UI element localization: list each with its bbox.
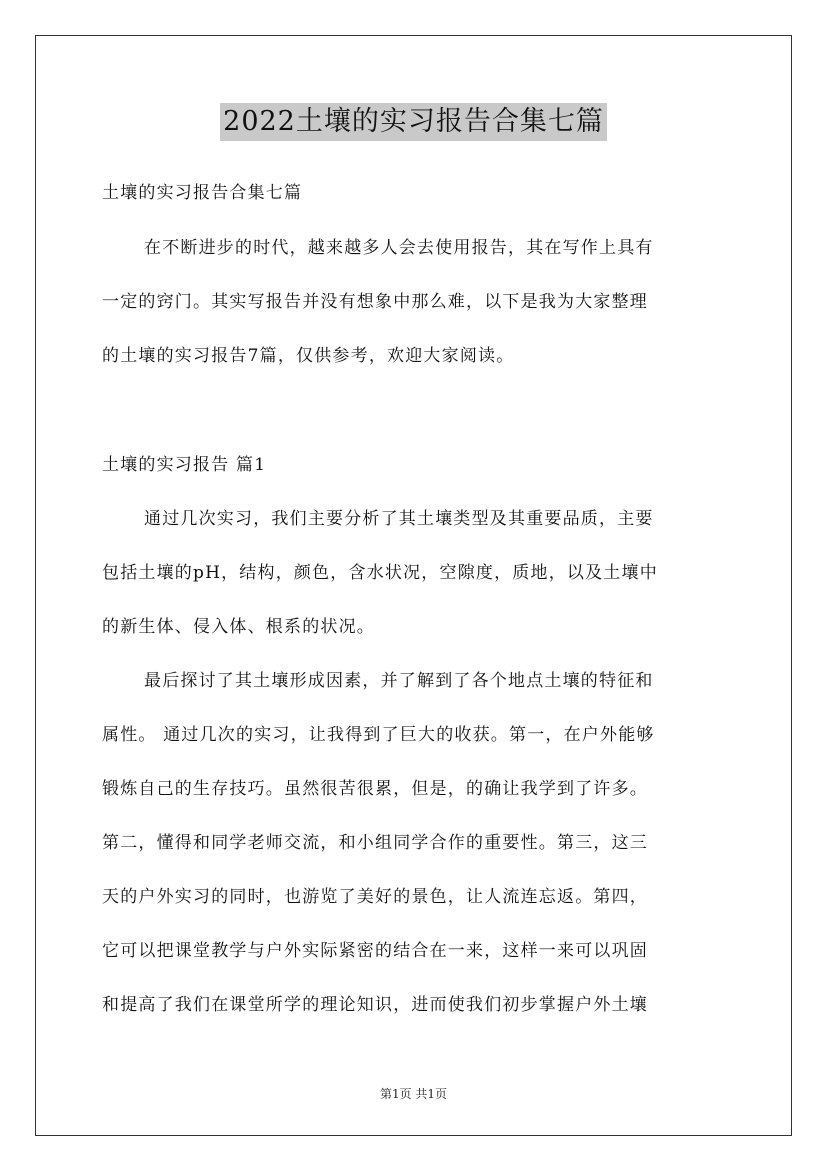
intro-line-3: 的土壤的实习报告7篇，仅供参考，欢迎大家阅读。 [102,346,515,366]
intro-line-2: 一定的窍门。其实写报告并没有想象中那么难，以下是我为大家整理 [102,292,648,312]
para2-line-4: 第二，懂得和同学老师交流，和小组同学合作的重要性。第三，这三 [102,833,648,853]
para2-line-3: 锻炼自己的生存技巧。虽然很苦很累，但是，的确让我学到了许多。 [102,779,648,799]
title-container [0,103,827,141]
page-footer: 第1页 共1页 [379,1087,448,1101]
document-title: 2022土壤的实习报告合集七篇 [220,103,607,141]
section-heading: 土壤的实习报告 篇1 [102,455,267,475]
para1-line-2: 包括土壤的pH，结构，颜色，含水状况，空隙度，质地，以及土壤中 [102,563,658,583]
para2-line-6: 它可以把课堂教学与户外实际紧密的结合在一来，这样一来可以巩固 [102,941,648,961]
para1-line-3: 的新生体、侵入体、根系的状况。 [102,617,375,637]
para2-line-2: 属性。 通过几次的实习，让我得到了巨大的收获。第一，在户外能够 [102,725,655,745]
document-subtitle: 土壤的实习报告合集七篇 [102,183,303,203]
para2-line-7: 和提高了我们在课堂所学的理论知识，进而使我们初步掌握户外土壤 [102,995,648,1015]
para2-line-5: 天的户外实习的同时，也游览了美好的景色，让人流连忘返。第四， [102,887,648,907]
para1-line-1: 通过几次实习，我们主要分析了其土壤类型及其重要品质，主要 [144,509,654,529]
para2-line-1: 最后探讨了其土壤形成因素，并了解到了各个地点土壤的特征和 [144,671,654,691]
intro-line-1: 在不断进步的时代，越来越多人会去使用报告，其在写作上具有 [144,238,654,258]
